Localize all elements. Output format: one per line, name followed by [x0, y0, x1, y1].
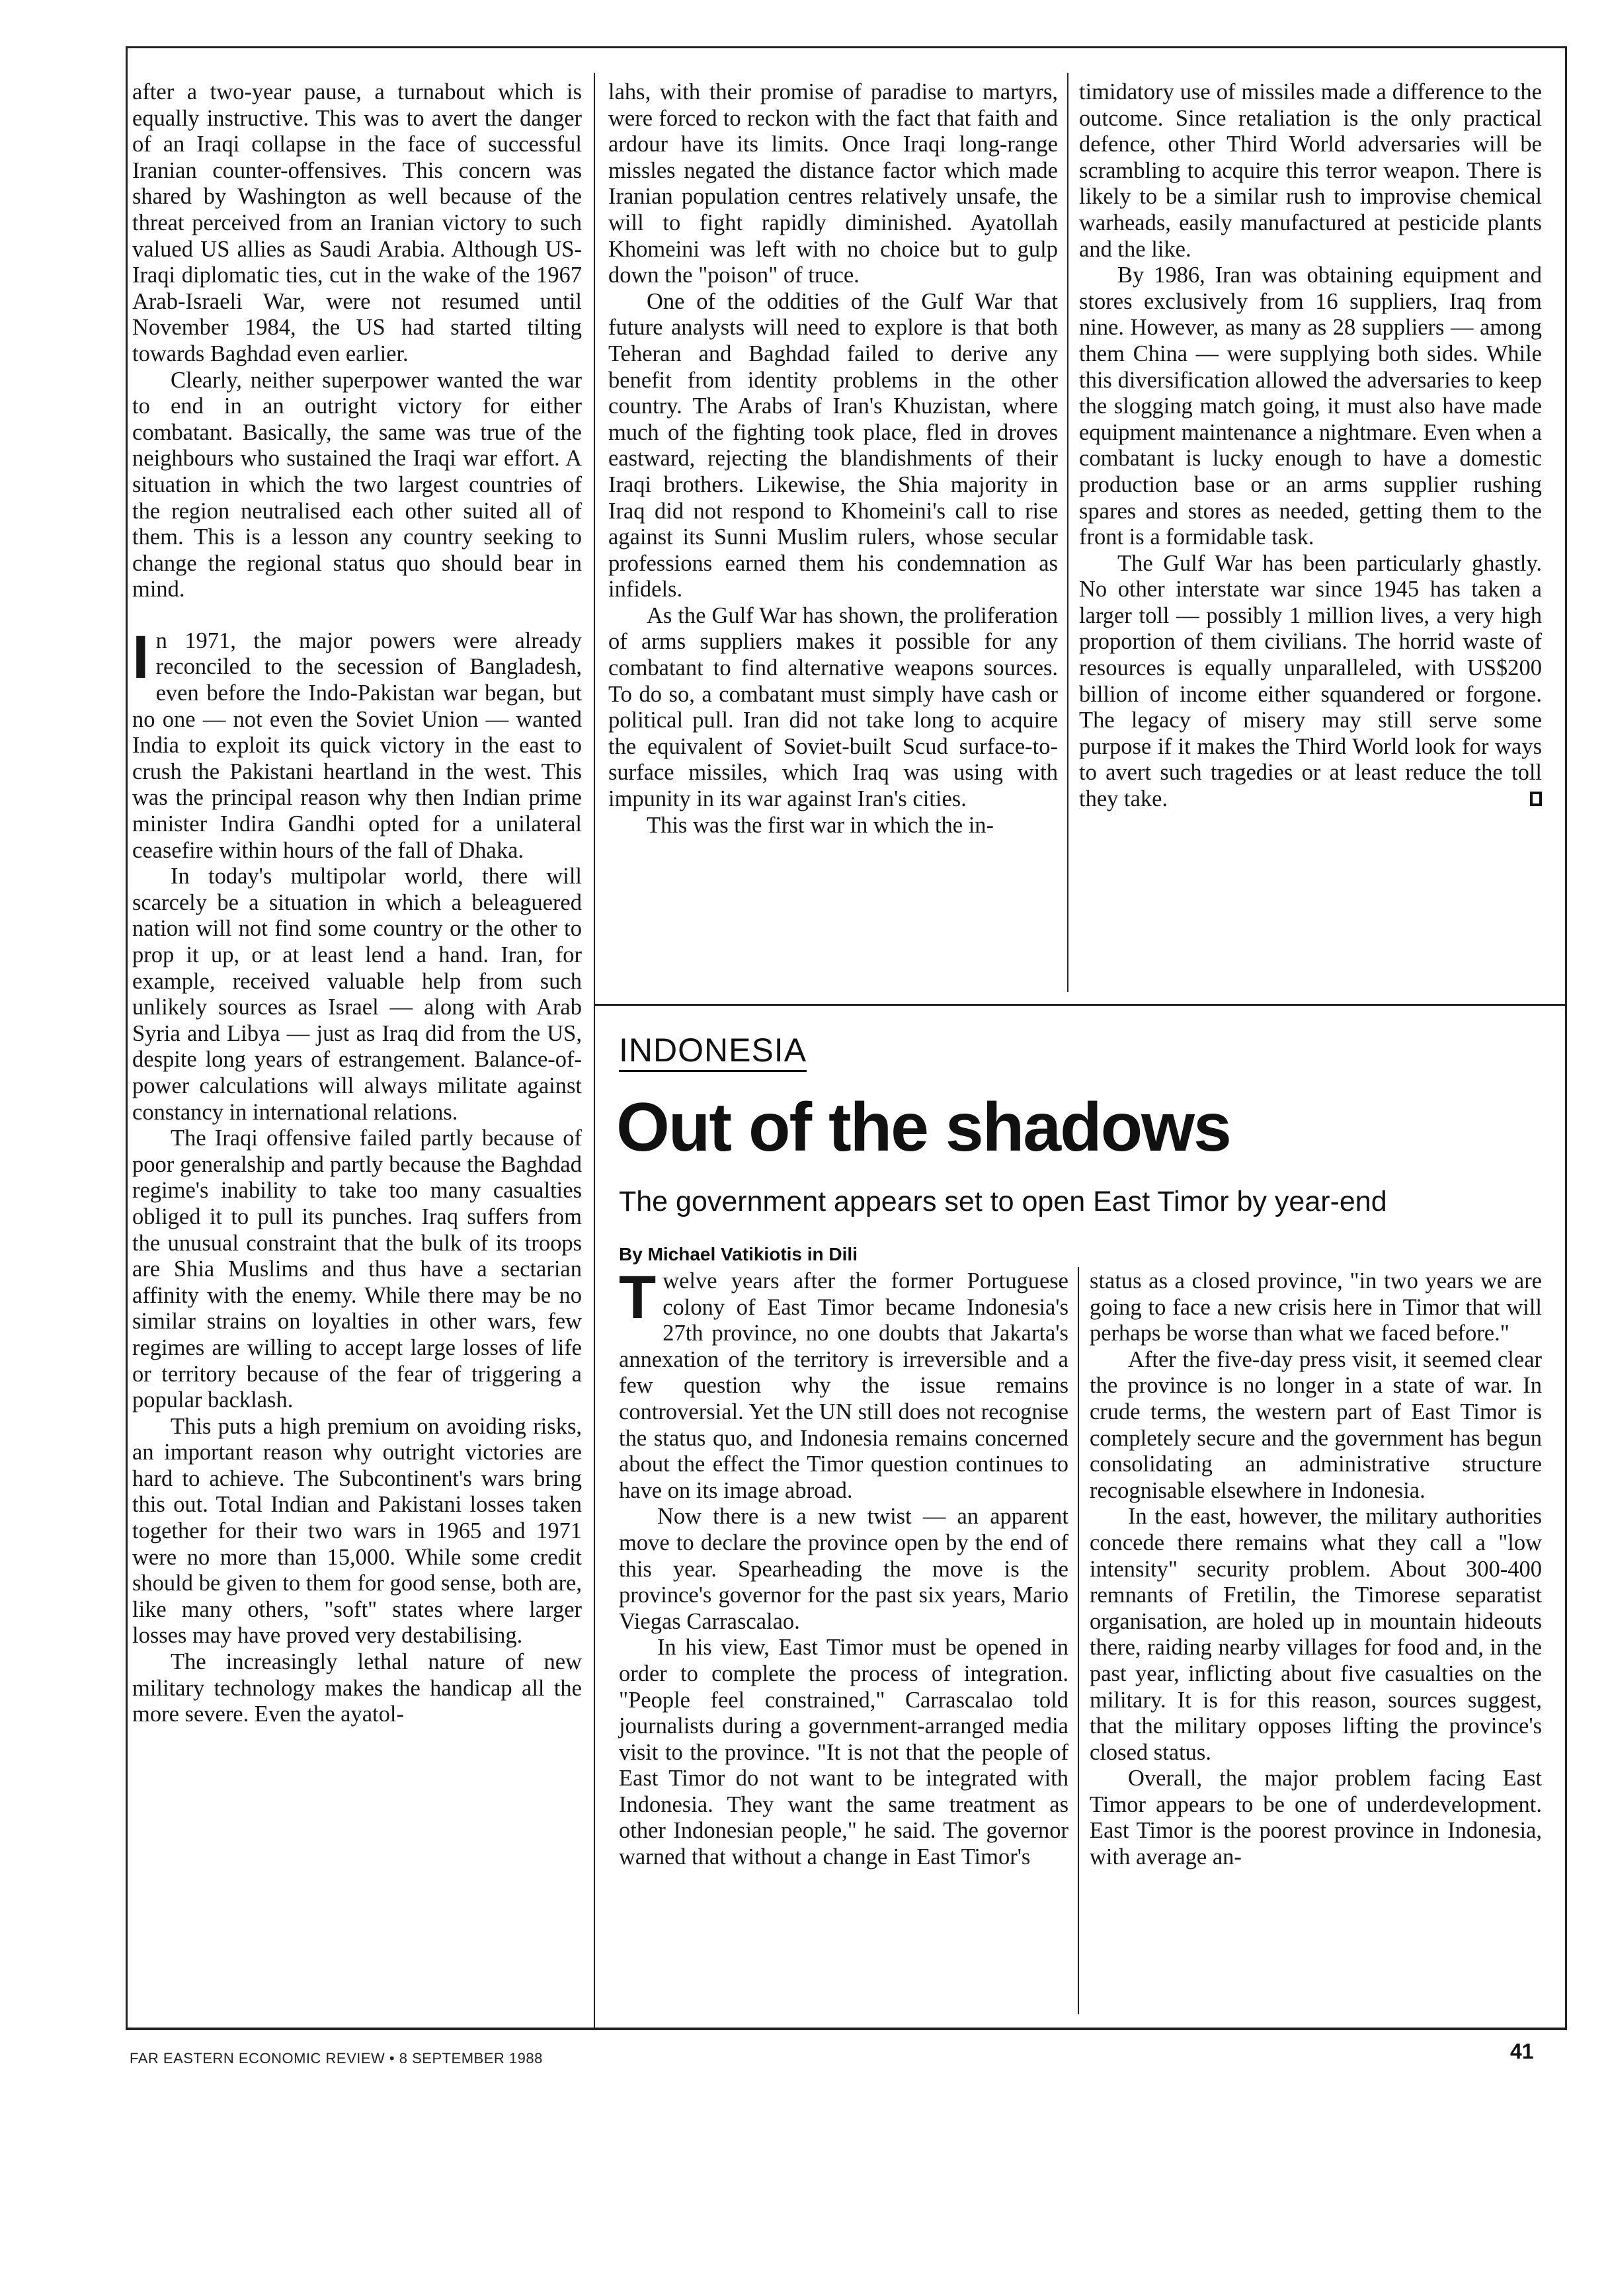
paragraph-text: welve years after the former Portuguese colony of East Timor became Indonesia's 27th province, no one doubts that Jakarta's annexation of the territory is irreversible and a few question why the issue remains controversial. Yet the UN still does not recognise the status quo, and Indonesia remains concerned about the effect the Timor question continues to have on its image abroad. [619, 1268, 1068, 1503]
page-number: 41 [1510, 2039, 1534, 2063]
byline: By Michael Vatikiotis in Dili [619, 1244, 858, 1264]
column-2 [608, 79, 1058, 839]
paragraph: In his view, East Timor must be opened in order to complete the process of integration. "People feel constrained," Carrascalao told journalists during a government-arranged media visit to the province. "It is not that the people of East Timor do not want to be integrated with Indonesia. They want the same treatment as other Indonesian people," he said. The governor warned that without a change in East Timor's [619, 1635, 1068, 1870]
footer-publication: FAR EASTERN ECONOMIC REVIEW • 8 SEPTEMBER 1988 [130, 2050, 543, 2067]
paragraph: The increasingly lethal nature of new military technology makes the handicap all the more severe. Even the ayatol- [132, 1649, 582, 1727]
paragraph: In the east, however, the military authorities concede there remains what they call a "low intensity" security problem. About 300-400 remnants of Fretilin, the Timorese separatist organisation, are holed up in mountain hideouts there, raiding nearby villages for food and, in the past year, inflicting about five casualties on the military. It is for this reason, sources suggest, that the military opposes lifting the province's closed status. [1090, 1504, 1542, 1765]
paragraph-text: The Gulf War has been particularly ghastly. No other interstate war since 1945 has taken a larger toll — possibly 1 million lives, a very high proportion of them civilians. The horrid waste of resources is equally unparalleled, with US$200 billion of income either squandered or forgone. The legacy of misery may still serve some purpose if it makes the Third World look for ways to avert such tragedies or at least reduce the toll they take. [1079, 550, 1542, 812]
paragraph: after a two-year pause, a turnabout which is equally instructive. This was to avert the danger of an Iraqi collapse in the face of successful Iranian counter-offensives. This concern was shared by Washington as well because of the threat perceived from an Iranian victory to such valued US allies as Saudi Arabia. Although US-Iraqi diplomatic ties, cut in the wake of the 1967 Arab-Israeli War, were not resumed until November 1984, the US had started tilting towards Baghdad even earlier. [132, 79, 582, 366]
dropcap: I [132, 623, 149, 691]
column-1 [132, 79, 582, 1728]
paragraph: Overall, the major problem facing East Timor appears to be one of underdevelopment. East Timor is the poorest province in Indonesia, with average an- [1090, 1766, 1542, 1870]
paragraph: After the five-day press visit, it seemed clear the province is no longer in a state of war. In crude terms, the western part of East Timor is completely secure and the government has begun consolidating an administrative structure recognisable elsewhere in Indonesia. [1090, 1346, 1542, 1503]
paragraph: By 1986, Iran was obtaining equipment and stores exclusively from 16 suppliers, Iraq from nine. However, as many as 28 suppliers — among them China — were supplying both sides. While this diversification allowed the adversaries to keep the slogging match going, it must also have made equipment maintenance a nightmare. Even when a combatant is lucky enough to have a domestic production base or an arms supplier rushing spares and stores as needed, getting them to the front is a formidable task. [1079, 263, 1542, 550]
column-rule-2 [1067, 73, 1068, 992]
paragraph: The Iraqi offensive failed partly because of poor generalship and partly because the Baghdad regime's inability to take too many casualties obliged it to pull its punches. Iraq suffers from the unusual constraint that the bulk of its troops are Shia Muslims and thus have a sectarian affinity with the enemy. While there may be no similar strains on loyalties in other wars, few regimes are willing to accept large losses of life or territory because of the fear of triggering a popular backlash. [132, 1126, 582, 1413]
section-spacer [132, 603, 582, 628]
column-4 [619, 1264, 1068, 1871]
paragraph: In today's multipolar world, there will scarcely be a situation in which a beleaguered nation will not find some country or the other to prop it up, or at least lend a hand. Iran, for example, received valuable help from such unlikely sources as Israel — along with Arab Syria and Libya — just as Iraq did from the US, despite long years of estrangement. Balance-of-power calculations will always militate against constancy in international relations. [132, 864, 582, 1125]
paragraph: As the Gulf War has shown, the proliferation of arms suppliers makes it possible for any combatant to find alternative weapons sources. To do so, a combatant must simply have cash or political pull. Iran did not take long to acquire the equivalent of Soviet-built Scud surface-to-surface missiles, which Iraq was using with impunity in its war against Iran's cities. [608, 602, 1058, 812]
column-rule-3 [1078, 1267, 1079, 2014]
deck: The government appears set to open East Timor by year-end [619, 1186, 1387, 1217]
paragraph: timidatory use of missiles made a difference to the outcome. Since retaliation is the only practical defence, other Third World adversaries will be scrambling to acquire this terror weapon. There is likely to be a similar rush to improvise chemical warheads, easily manufactured at pesticide plants and the like. [1079, 79, 1542, 262]
article-top-rule [595, 1004, 1567, 1006]
paragraph: Now there is a new twist — an apparent move to declare the province open by the end of this year. Spearheading the move is the province's governor for the past six years, Mario Viegas Carrascalao. [619, 1504, 1068, 1634]
end-of-article-icon [1530, 792, 1542, 806]
dropcap: T [619, 1264, 657, 1331]
headline: Out of the shadows [616, 1089, 1230, 1166]
column-rule-1 [594, 73, 595, 2030]
paragraph: status as a closed province, "in two years we are going to face a new crisis here in Timor that will perhaps be worse than what we faced before." [1090, 1268, 1542, 1346]
paragraph [1079, 551, 1542, 813]
paragraph-text: n 1971, the major powers were already reconciled to the secession of Bangladesh, even before the Indo-Pakistan war began, but no one — not even the Soviet Union — wanted India to exploit its quick victory in the east to crush the Pakistani heartland in the west. This was the principal reason why then Indian prime minister Indira Gandhi opted for a unilateral ceasefire within hours of the fall of Dhaka. [132, 628, 582, 863]
paragraph-with-dropcap [619, 1264, 1068, 1504]
column-3 [1079, 79, 1542, 813]
paragraph: Clearly, neither superpower wanted the war to end in an outright victory for either combatant. Basically, the same was true of the neighbours who sustained the Iraqi war effort. A situation in which the two largest countries of the region neutralised each other suited all of them. This is a lesson any country seeking to change the regional status quo should bear in mind. [132, 367, 582, 602]
paragraph: lahs, with their promise of paradise to martyrs, were forced to reckon with the fact that faith and ardour have its limits. Once Iraqi long-range missles negated the distance factor which made Iranian population centres relatively unsafe, the will to fight rapidly diminished. Ayatollah Khomeini was left with no choice but to gulp down the "poison" of truce. [608, 79, 1058, 288]
paragraph: This was the first war in which the in- [647, 812, 994, 838]
column-5 [1090, 1268, 1542, 1871]
paragraph: One of the oddities of the Gulf War that future analysts will need to explore is that both Teheran and Baghdad failed to derive any benefit from identity problems in the other country. The Arabs of Iran's Khuzistan, where much of the fighting took place, fled in droves eastward, rejecting the blandishments of their Iraqi brothers. Likewise, the Shia majority in Iraq did not respond to Khomeini's call to rise against its Sunni Muslim rulers, whose secular professions earned them his condemnation as infidels. [608, 288, 1058, 602]
section-label: INDONESIA [619, 1032, 807, 1072]
paragraph: This puts a high premium on avoiding risks, an important reason why outright victories are hard to achieve. The Subcontinent's wars bring this out. Total Indian and Pakistani losses taken together for their two wars in 1965 and 1971 were no more than 15,000. While some credit should be given to them for good sense, both are, like many others, "soft" states where larger losses may have proved very destabilising. [132, 1413, 582, 1649]
paragraph-with-dropcap [132, 623, 582, 864]
